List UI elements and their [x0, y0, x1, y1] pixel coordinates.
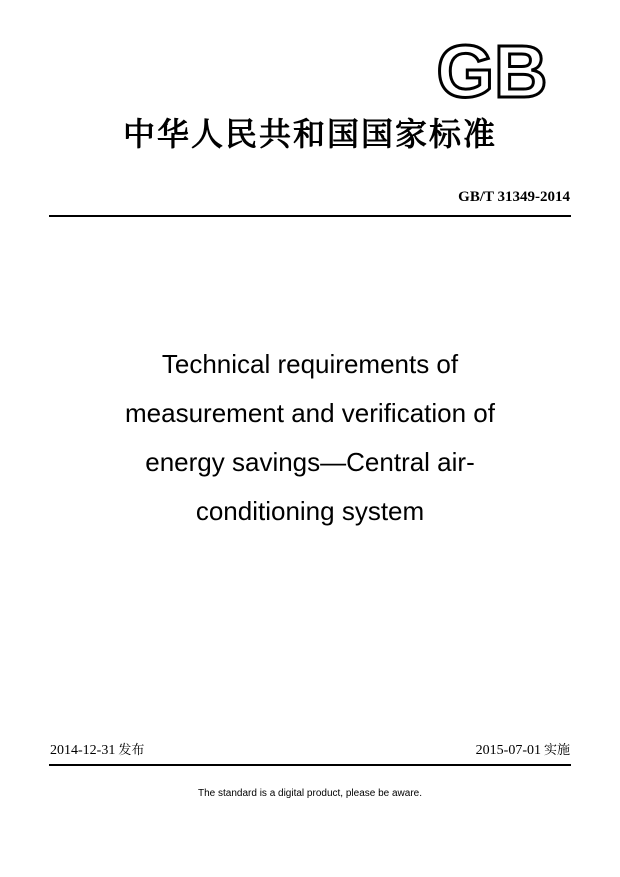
issue-date — [50, 742, 144, 760]
header-divider — [49, 215, 571, 217]
effective-date — [476, 742, 570, 760]
title-line: conditioning system — [195, 496, 425, 526]
title-line: measurement and verification of — [125, 398, 495, 428]
footer-divider — [49, 764, 571, 766]
standard-number: GB/T 31349-2014 — [458, 189, 570, 205]
issuing-organization: 中华人民共和国国家标准 — [122, 115, 497, 153]
document-title — [60, 340, 560, 536]
issue-date-label: 发布 — [118, 743, 145, 758]
issue-date-value: 2014-12-31 — [50, 743, 116, 758]
title-line: Technical requirements of — [161, 349, 459, 379]
digital-product-notice: The standard is a digital product, please be aware. — [197, 788, 423, 799]
effective-date-value: 2015-07-01 — [475, 743, 541, 758]
gb-logo-text: GB — [436, 36, 548, 104]
gb-logo-icon — [426, 36, 558, 104]
title-line: energy savings—Central air- — [145, 447, 475, 477]
effective-date-label: 实施 — [543, 743, 570, 758]
